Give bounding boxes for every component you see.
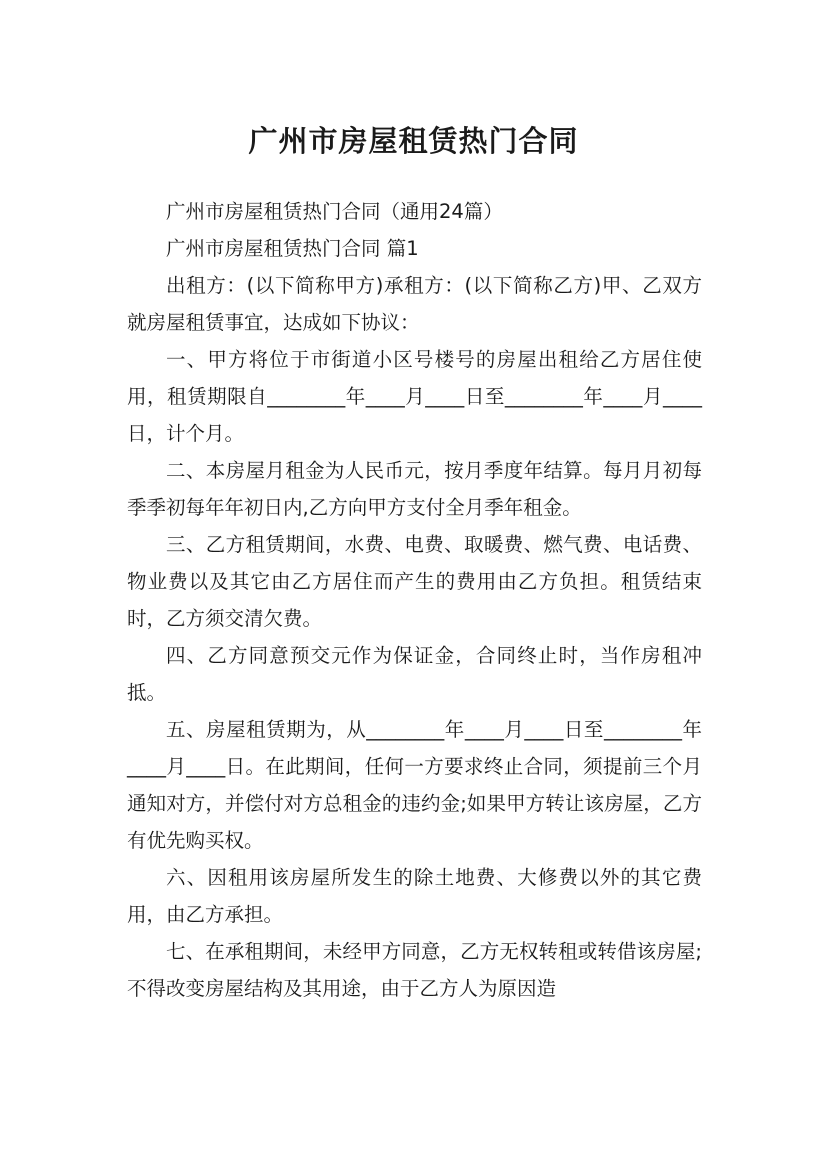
document-title: 广州市房屋租赁热门合同 xyxy=(248,124,579,159)
clause-6-paragraph: 六、因租用该房屋所发生的除土地费、大修费以外的其它费用，由乙方承担。 xyxy=(127,866,702,926)
clause-7-paragraph: 七、在承租期间，未经甲方同意，乙方无权转租或转借该房屋;不得改变房屋结构及其用途，由于乙方人为原因造 xyxy=(127,940,702,1000)
clause-2-paragraph: 二、本房屋月租金为人民币元，按月季度年结算。每月月初每季季初每年年初日内,乙方向甲方支付全月季年租金。 xyxy=(127,459,702,519)
subtitle-paragraph: 广州市房屋租赁热门合同（通用24篇） xyxy=(166,200,503,223)
section-heading-paragraph: 广州市房屋租赁热门合同 篇1 xyxy=(166,237,419,260)
parties-paragraph: 出租方：(以下简称甲方)承租方：(以下简称乙方)甲、乙双方就房屋租赁事宜，达成如下协议： xyxy=(127,274,702,334)
clause-5-paragraph: 五、房屋租赁期为，从________年____月____日至________年____月____日。在此期间，任何一方要求终止合同，须提前三个月通知对方，并偿付对方总租金的违约金;如果甲方转让该房屋，乙方有优先购买权。 xyxy=(127,718,702,852)
clause-1-paragraph: 一、甲方将位于市街道小区号楼号的房屋出租给乙方居住使用，租赁期限自________年____月____日至________年____月____日，计个月。 xyxy=(127,348,702,445)
clause-3-paragraph: 三、乙方租赁期间，水费、电费、取暖费、燃气费、电话费、物业费以及其它由乙方居住而产生的费用由乙方负担。租赁结束时，乙方须交清欠费。 xyxy=(127,533,702,630)
document-body xyxy=(127,193,702,1007)
clause-4-paragraph: 四、乙方同意预交元作为保证金，合同终止时，当作房租冲抵。 xyxy=(127,644,702,704)
